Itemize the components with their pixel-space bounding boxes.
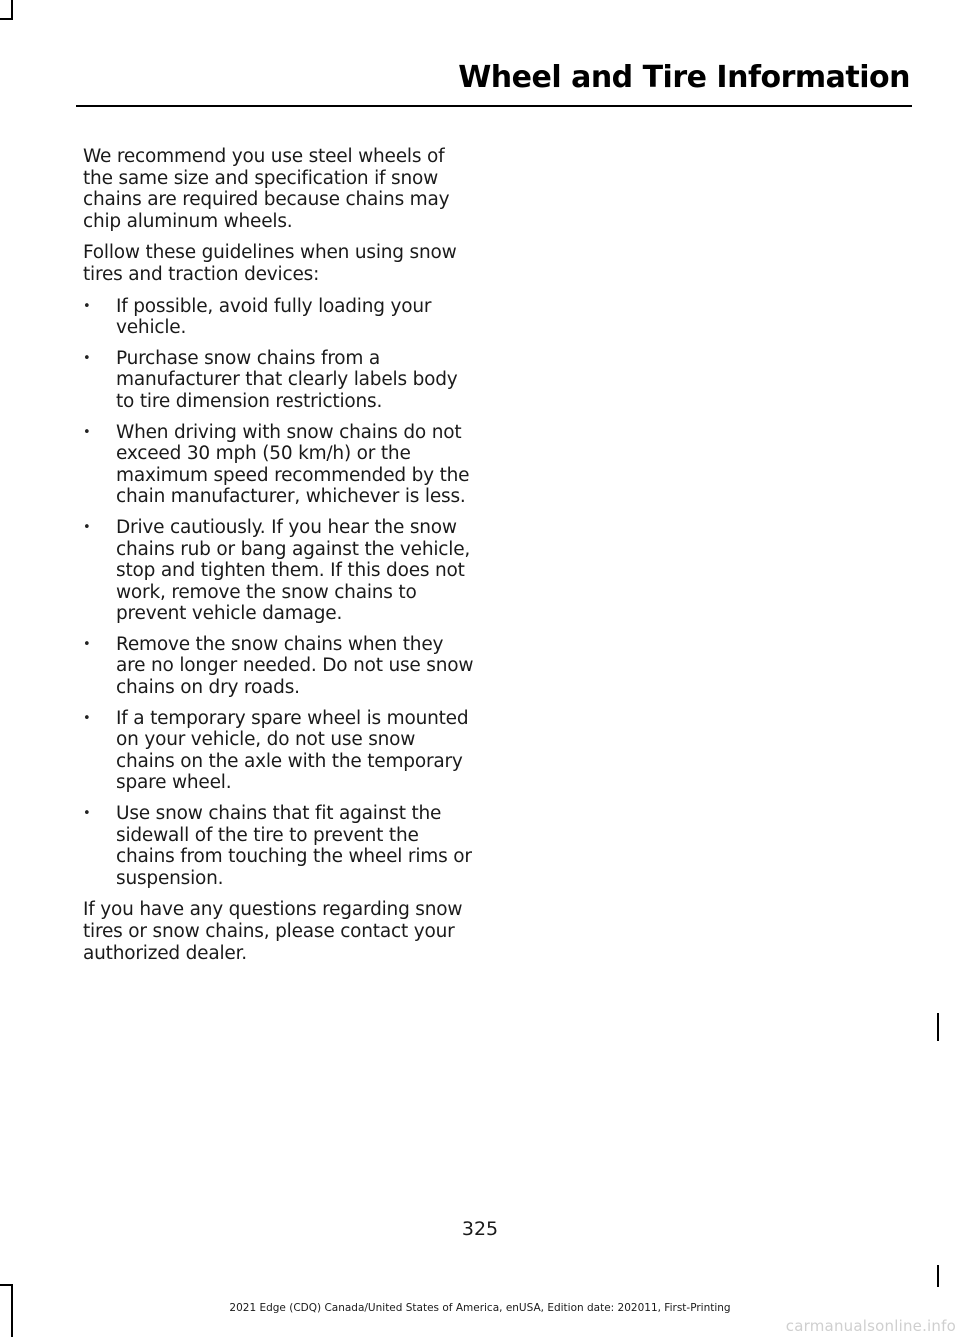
list-item: • Use snow chains that fit against the sidewall of the tire to prevent the chains from touching the wheel rims or suspension. bbox=[83, 803, 478, 889]
crop-mark-top-left-h bbox=[0, 18, 13, 20]
edition-footer: 2021 Edge (CDQ) Canada/United States of America, enUSA, Edition date: 202011, First-Printing bbox=[229, 1302, 731, 1314]
watermark-link[interactable]: carmanualsonline.info bbox=[785, 1317, 956, 1335]
guidelines-list bbox=[83, 296, 478, 890]
main-content bbox=[83, 146, 478, 974]
page-title: Wheel and Tire Information bbox=[458, 60, 910, 95]
list-item: • When driving with snow chains do not exceed 30 mph (50 km/h) or the maximum speed recommended by the chain manufacturer, whichever is less. bbox=[83, 422, 478, 508]
list-item: • Remove the snow chains when they are no longer needed. Do not use snow chains on dry roads. bbox=[83, 634, 478, 699]
list-item: • If possible, avoid fully loading your vehicle. bbox=[83, 296, 478, 339]
intro-paragraph: We recommend you use steel wheels of the same size and specification if snow chains are required because chains may chip aluminum wheels. bbox=[83, 146, 450, 232]
page-number: 325 bbox=[461, 1218, 499, 1240]
closing-paragraph: If you have any questions regarding snow tires or snow chains, please contact your authorized dealer. bbox=[83, 899, 463, 964]
crop-mark-right-v bbox=[937, 1013, 939, 1041]
crop-mark-top-left-v bbox=[11, 0, 13, 20]
crop-mark-bottom-left-h bbox=[0, 1284, 13, 1286]
header-divider bbox=[76, 105, 912, 107]
list-item: • Drive cautiously. If you hear the snow chains rub or bang against the vehicle, stop and tighten them. If this does not work, remove the snow chains to prevent vehicle damage. bbox=[83, 517, 478, 625]
list-item: • Purchase snow chains from a manufacturer that clearly labels body to tire dimension restrictions. bbox=[83, 348, 478, 413]
guidelines-lead: Follow these guidelines when using snow tires and traction devices: bbox=[83, 242, 457, 285]
list-item: • If a temporary spare wheel is mounted on your vehicle, do not use snow chains on the axle with the temporary spare wheel. bbox=[83, 708, 478, 794]
crop-mark-right-v2 bbox=[937, 1265, 939, 1287]
